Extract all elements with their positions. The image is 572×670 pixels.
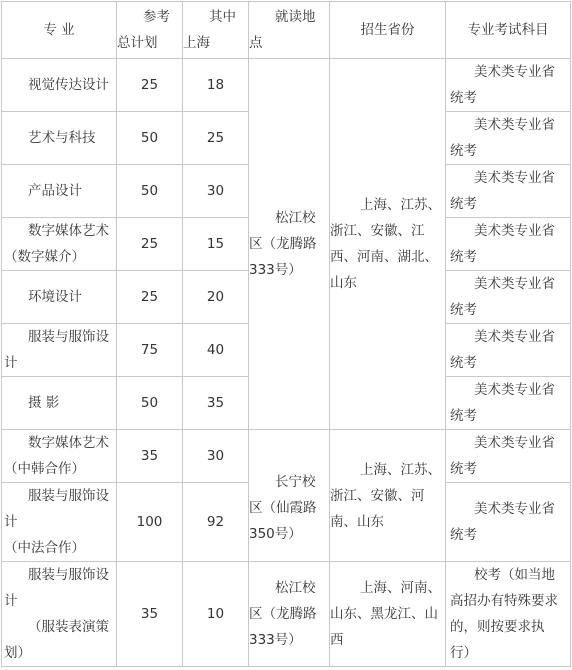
admissions-table <box>1 1 571 667</box>
header-total-plan: 参考 总计划 <box>117 2 183 59</box>
table-row <box>2 59 571 112</box>
shanghai-cell: 40 <box>183 324 249 377</box>
provinces-cell: 上海、河南、 山东、黑龙江、山 西 <box>330 562 446 667</box>
total-cell: 25 <box>117 218 183 271</box>
major-cell: 服装与服饰设 计 （服装表演策 划） <box>2 562 117 667</box>
exam-cell: 美术类专业省 统考 <box>446 218 571 271</box>
shanghai-cell: 35 <box>183 377 249 430</box>
header-campus: 就读地 点 <box>249 2 330 59</box>
major-cell: 艺术与科技 <box>2 112 117 165</box>
major-cell: 数字媒体艺术 （数字媒介） <box>2 218 117 271</box>
campus-cell: 松江校 区（龙腾路 333号） <box>249 562 330 667</box>
major-cell: 产品设计 <box>2 165 117 218</box>
table-row <box>2 562 571 667</box>
major-cell: 摄 影 <box>2 377 117 430</box>
provinces-cell: 上海、江苏、 浙江、安徽、江 西、河南、湖北、 山东 <box>330 59 446 430</box>
exam-cell: 美术类专业省 统考 <box>446 59 571 112</box>
header-provinces: 招生省份 <box>330 2 446 59</box>
exam-cell: 美术类专业省 统考 <box>446 112 571 165</box>
total-cell: 25 <box>117 59 183 112</box>
shanghai-cell: 30 <box>183 165 249 218</box>
major-cell: 服装与服饰设 计 （中法合作） <box>2 483 117 562</box>
major-cell: 视觉传达设计 <box>2 59 117 112</box>
total-cell: 50 <box>117 377 183 430</box>
exam-cell: 美术类专业省 统考 <box>446 165 571 218</box>
shanghai-cell: 10 <box>183 562 249 667</box>
campus-cell: 长宁校 区（仙霞路 350号） <box>249 430 330 562</box>
header-major: 专 业 <box>2 2 117 59</box>
total-cell: 50 <box>117 165 183 218</box>
major-cell: 环境设计 <box>2 271 117 324</box>
total-cell: 50 <box>117 112 183 165</box>
total-cell: 35 <box>117 430 183 483</box>
shanghai-cell: 30 <box>183 430 249 483</box>
shanghai-cell: 15 <box>183 218 249 271</box>
exam-cell: 美术类专业省 统考 <box>446 377 571 430</box>
shanghai-cell: 18 <box>183 59 249 112</box>
header-exam: 专业考试科目 <box>446 2 571 59</box>
campus-cell: 松江校 区（龙腾路 333号） <box>249 59 330 430</box>
major-cell: 数字媒体艺术 （中韩合作） <box>2 430 117 483</box>
exam-cell: 美术类专业省 统考 <box>446 483 571 562</box>
exam-cell: 美术类专业省 统考 <box>446 324 571 377</box>
shanghai-cell: 20 <box>183 271 249 324</box>
provinces-cell: 上海、江苏、 浙江、安徽、河 南、山东 <box>330 430 446 562</box>
header-row <box>2 2 571 59</box>
exam-cell: 校考（如当地 高招办有特殊要求 的，则按要求执 行） <box>446 562 571 667</box>
total-cell: 35 <box>117 562 183 667</box>
total-cell: 75 <box>117 324 183 377</box>
exam-cell: 美术类专业省 统考 <box>446 430 571 483</box>
shanghai-cell: 92 <box>183 483 249 562</box>
shanghai-cell: 25 <box>183 112 249 165</box>
table-row <box>2 430 571 483</box>
exam-cell: 美术类专业省 统考 <box>446 271 571 324</box>
major-cell: 服装与服饰设 计 <box>2 324 117 377</box>
total-cell: 25 <box>117 271 183 324</box>
header-shanghai: 其中 上海 <box>183 2 249 59</box>
total-cell: 100 <box>117 483 183 562</box>
